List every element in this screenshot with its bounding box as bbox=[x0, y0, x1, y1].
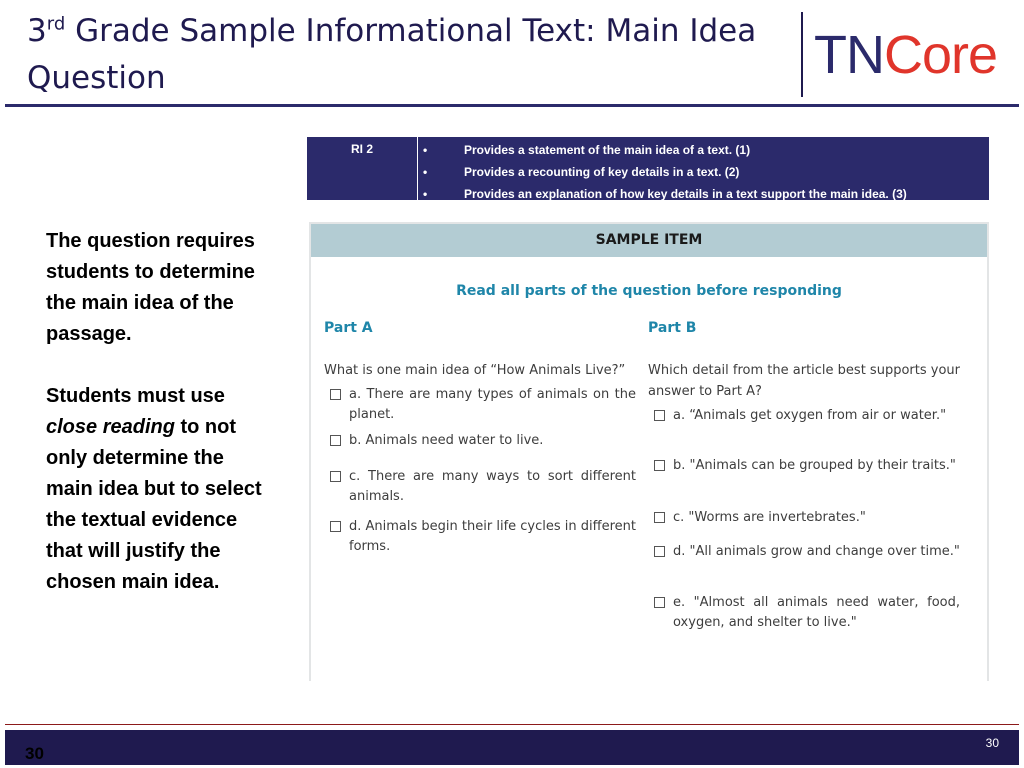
part-a-option-a[interactable] bbox=[324, 385, 636, 431]
checkbox-icon[interactable] bbox=[330, 389, 341, 400]
explanation-p2-end: to not only determine the main idea but to select the textual evidence that will justify the chosen main idea. bbox=[46, 416, 262, 593]
checkbox-icon[interactable] bbox=[330, 435, 341, 446]
title-number: 3 bbox=[27, 13, 47, 49]
part-b-option-c[interactable] bbox=[648, 508, 960, 542]
standard-code: RI 2 bbox=[307, 137, 418, 200]
explanation-paragraph-1: The question requires students to determine the main idea of the passage. bbox=[46, 230, 255, 345]
checkbox-icon[interactable] bbox=[654, 597, 665, 608]
bullet-icon: • bbox=[423, 143, 428, 157]
checkbox-icon[interactable] bbox=[654, 546, 665, 557]
part-b-option-d[interactable] bbox=[648, 542, 960, 593]
sample-item-panel bbox=[309, 222, 989, 681]
option-text: c. "Worms are invertebrates." bbox=[673, 510, 866, 525]
standard-bullet-text: Provides a recounting of key details in a text. (2) bbox=[464, 165, 740, 179]
footer-divider bbox=[5, 724, 1019, 725]
logo-divider bbox=[801, 12, 803, 97]
part-a-option-b[interactable] bbox=[324, 431, 636, 467]
checkbox-icon[interactable] bbox=[330, 521, 341, 532]
option-text: d. "All animals grow and change over time." bbox=[673, 544, 960, 559]
standard-bullet-list bbox=[418, 137, 989, 200]
part-a-title: Part A bbox=[324, 320, 373, 336]
part-b-title: Part B bbox=[648, 320, 697, 336]
bullet-icon: • bbox=[423, 165, 428, 179]
part-b-option-a[interactable] bbox=[648, 406, 960, 456]
footer-bar bbox=[5, 730, 1019, 765]
standard-table bbox=[307, 137, 989, 200]
option-text: b. "Animals can be grouped by their traits." bbox=[673, 458, 956, 473]
title-text: Grade Sample Informational Text: Main Idea Question bbox=[27, 13, 757, 96]
standard-bullet-text: Provides a statement of the main idea of a text. (1) bbox=[464, 143, 751, 157]
part-b-option-b[interactable] bbox=[648, 456, 960, 508]
option-text: a. “Animals get oxygen from air or water." bbox=[673, 408, 947, 423]
explanation-paragraph-2 bbox=[46, 381, 276, 598]
part-a bbox=[324, 320, 636, 557]
title-superscript: rd bbox=[46, 13, 66, 35]
standard-bullet-item bbox=[418, 185, 989, 207]
standard-bullet-text: Provides an explanation of how key details in a text support the main idea. (3) bbox=[464, 187, 907, 201]
logo-core: Core bbox=[883, 25, 998, 85]
header-divider bbox=[5, 104, 1019, 107]
part-a-option-c[interactable] bbox=[324, 467, 636, 517]
explanation-p2-start: Students must use bbox=[46, 385, 225, 407]
part-a-question: What is one main idea of “How Animals Live?” bbox=[324, 363, 626, 378]
checkbox-icon[interactable] bbox=[654, 512, 665, 523]
checkbox-icon[interactable] bbox=[654, 460, 665, 471]
part-b-question: Which detail from the article best supports your answer to Part A? bbox=[648, 363, 960, 399]
slide-number-right: 30 bbox=[985, 736, 999, 750]
option-text: d. Animals begin their life cycles in different forms. bbox=[349, 519, 636, 554]
close-reading-emphasis: close reading bbox=[46, 416, 175, 438]
standard-bullet-item bbox=[418, 163, 989, 185]
sample-item-header: SAMPLE ITEM bbox=[311, 224, 987, 257]
option-text: b. Animals need water to live. bbox=[349, 433, 544, 448]
checkbox-icon[interactable] bbox=[654, 410, 665, 421]
option-text: a. There are many types of animals on the planet. bbox=[349, 387, 636, 422]
option-text: e. "Almost all animals need water, food, oxygen, and shelter to live." bbox=[673, 595, 960, 630]
slide-title bbox=[27, 8, 767, 102]
sample-item-instructions: Read all parts of the question before responding bbox=[456, 283, 842, 299]
standard-bullet-item bbox=[418, 141, 989, 163]
tncore-logo bbox=[814, 22, 997, 88]
explanation-text bbox=[46, 226, 276, 598]
part-b-option-e[interactable] bbox=[648, 593, 960, 633]
part-b bbox=[648, 320, 960, 633]
bullet-icon: • bbox=[423, 187, 428, 201]
checkbox-icon[interactable] bbox=[330, 471, 341, 482]
option-text: c. There are many ways to sort different animals. bbox=[349, 469, 636, 504]
logo-tn: TN bbox=[814, 25, 884, 85]
slide-number-left: 30 bbox=[25, 744, 44, 763]
part-a-option-d[interactable] bbox=[324, 517, 636, 557]
